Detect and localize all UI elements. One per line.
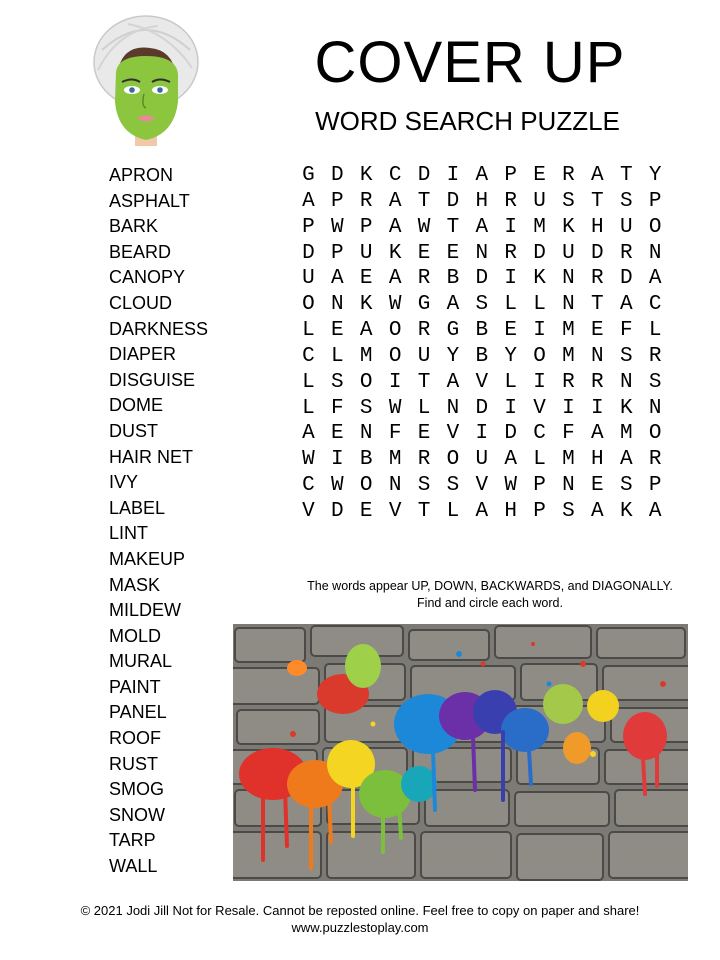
grid-cell[interactable]: T [446,215,460,239]
grid-cell[interactable]: S [619,189,633,213]
grid-cell[interactable]: A [619,293,633,317]
grid-cell[interactable]: M [359,344,373,368]
word-list-item: TARP [109,830,156,851]
grid-cell[interactable]: P [504,164,517,187]
grid-cell[interactable]: E [331,422,344,446]
grid-cell[interactable]: I [504,215,517,239]
grid-cell[interactable]: R [504,241,517,265]
grid-cell[interactable]: R [562,164,575,187]
grid-cell[interactable]: S [417,474,431,498]
grid-cell[interactable]: D [331,499,344,523]
grid-cell[interactable]: A [446,370,460,394]
grid-cell[interactable]: D [302,241,315,265]
grid-cell[interactable]: O [302,293,315,317]
grid-cell[interactable]: U [533,189,546,213]
grid-cell[interactable]: H [591,448,604,472]
grid-cell[interactable]: P [648,474,662,498]
grid-cell[interactable]: P [302,215,315,239]
face-mask-woman-icon [88,10,204,154]
grid-cell[interactable]: D [417,164,431,187]
word-list-item: DUST [109,420,158,441]
grid-cell[interactable]: K [533,267,546,291]
grid-cell[interactable]: V [475,370,489,394]
grid-cell[interactable]: S [446,474,460,498]
grid-cell[interactable]: E [331,319,344,343]
grid-cell[interactable]: P [533,474,546,498]
grid-cell[interactable]: W [388,396,402,420]
grid-cell[interactable]: F [562,422,575,446]
grid-cell[interactable]: S [475,293,489,317]
grid-cell[interactable]: S [562,499,575,523]
grid-cell[interactable]: E [359,499,373,523]
copyright-notice: © 2021 Jodi Jill Not for Resale. Cannot be reposted online. Feel free to copy on paper and share! [80,903,640,918]
grid-cell[interactable]: N [562,474,575,498]
grid-cell[interactable]: B [359,448,373,472]
grid-row [294,266,670,292]
grid-cell[interactable]: A [475,499,489,523]
grid-cell[interactable]: A [302,189,315,213]
grid-cell[interactable]: E [533,164,546,187]
grid-cell[interactable]: N [388,474,402,498]
grid-cell[interactable]: W [331,215,344,239]
word-list-item: DOME [109,395,163,416]
word-list-item: APRON [109,165,174,185]
grid-row [294,163,670,189]
grid-cell[interactable]: L [504,370,517,394]
word-list-item: DISGUISE [109,369,196,390]
word-list-item: IVY [109,472,139,493]
grid-cell[interactable]: P [331,189,344,213]
grid-cell[interactable]: D [446,189,460,213]
grid-cell[interactable]: T [591,293,604,317]
grid-cell[interactable]: I [533,319,546,343]
grid-cell[interactable]: N [446,396,460,420]
grid-cell[interactable]: T [417,499,431,523]
grid-cell[interactable]: H [504,499,517,523]
grid-cell[interactable]: L [504,293,517,317]
grid-cell[interactable]: R [648,448,662,472]
grid-cell[interactable]: S [331,370,344,394]
grid-row [294,241,670,267]
grid-cell[interactable]: I [504,267,517,291]
grid-cell[interactable]: I [446,164,460,187]
grid-cell[interactable]: F [388,422,402,446]
grid-cell[interactable]: A [359,319,373,343]
grid-cell[interactable]: A [619,448,633,472]
grid-cell[interactable]: V [302,499,315,523]
grid-cell[interactable]: A [475,215,489,239]
grid-cell[interactable]: V [533,396,546,420]
grid-cell[interactable]: R [591,370,604,394]
word-list-item: DARKNESS [109,318,209,339]
grid-cell[interactable]: S [619,474,633,498]
grid-cell[interactable]: A [591,164,604,187]
grid-row [294,292,670,318]
word-list-item: CANOPY [109,267,186,288]
page-subtitle: WORD SEARCH PUZZLE [315,106,620,136]
grid-cell[interactable]: W [331,474,344,498]
word-list-item: MOLD [109,625,162,646]
grid-cell[interactable]: V [388,499,402,523]
grid-cell[interactable]: K [619,499,633,523]
grid-cell[interactable]: O [648,215,662,239]
grid-cell[interactable]: I [504,396,517,420]
word-list-item: LABEL [109,497,166,518]
instructions [292,578,688,612]
grid-row [294,499,670,525]
grid-cell[interactable]: C [648,293,662,317]
grid-cell[interactable]: F [619,319,633,343]
grid-cell[interactable]: K [388,241,402,265]
letter-grid [294,163,670,525]
grid-cell[interactable]: H [475,189,489,213]
grid-cell[interactable]: P [359,215,373,239]
grid-cell[interactable]: A [591,499,604,523]
grid-cell[interactable]: T [417,189,431,213]
grid-cell[interactable]: N [562,267,575,291]
grid-cell[interactable]: F [331,396,344,420]
grid-cell[interactable]: N [359,422,373,446]
grid-cell[interactable]: W [504,474,517,498]
grid-cell[interactable]: L [648,319,662,343]
grid-cell[interactable]: I [562,396,575,420]
grid-cell[interactable]: M [562,344,575,368]
grid-cell[interactable]: M [562,319,575,343]
grid-cell[interactable]: D [591,241,604,265]
grid-cell[interactable]: D [504,422,517,446]
grid-cell[interactable]: D [331,164,344,187]
grid-cell[interactable]: A [331,267,344,291]
grid-cell[interactable]: E [446,241,460,265]
grid-cell[interactable]: S [648,370,662,394]
grid-cell[interactable]: W [388,293,402,317]
grid-cell[interactable]: K [619,396,633,420]
grid-cell[interactable]: C [302,474,315,498]
grid-cell[interactable]: L [533,293,546,317]
grid-cell[interactable]: T [591,189,604,213]
grid-cell[interactable]: W [417,215,431,239]
grid-cell[interactable]: I [533,370,546,394]
word-list-item: CLOUD [109,292,173,313]
grid-cell[interactable]: Y [446,344,460,368]
grid-cell[interactable]: U [619,215,633,239]
grid-cell[interactable]: E [591,319,604,343]
word-list-item: MAKEUP [109,548,186,569]
grid-cell[interactable]: U [302,267,315,291]
word-list-item: WALL [109,856,158,877]
word-list-item: DIAPER [109,344,177,365]
grid-cell[interactable]: A [648,267,662,291]
grid-cell[interactable]: B [475,344,489,368]
grid-cell[interactable]: K [359,164,373,187]
grid-cell[interactable]: W [302,448,315,472]
grid-row [294,421,670,447]
grid-cell[interactable]: O [388,319,402,343]
grid-cell[interactable]: R [562,370,575,394]
instructions-line-1: The words appear UP, DOWN, BACKWARDS, and DIAGONALLY. [307,579,673,593]
grid-cell[interactable]: I [591,396,604,420]
instructions-line-2: Find and circle each word. [417,596,563,610]
grid-cell[interactable]: I [388,370,402,394]
grid-cell[interactable]: S [619,344,633,368]
grid-cell[interactable]: N [562,293,575,317]
grid-cell[interactable]: G [302,164,315,187]
grid-cell[interactable]: L [302,319,315,343]
grid-cell[interactable]: A [388,189,402,213]
word-list-item: MURAL [109,651,173,672]
grid-cell[interactable]: D [619,267,633,291]
grid-cell[interactable]: G [446,319,460,343]
grid-cell[interactable]: C [533,422,546,446]
grid-cell[interactable]: R [648,344,662,368]
grid-cell[interactable]: O [359,370,373,394]
grid-cell[interactable]: G [417,293,431,317]
grid-cell[interactable]: I [331,448,344,472]
grid-cell[interactable]: E [417,422,431,446]
word-list-item: SMOG [109,779,165,800]
word-list-item: BEARD [109,241,172,262]
grid-cell[interactable]: E [417,241,431,265]
grid-cell[interactable]: L [331,344,344,368]
grid-row [294,396,670,422]
grid-row [294,344,670,370]
grid-cell[interactable]: A [388,215,402,239]
grid-cell[interactable]: D [475,396,489,420]
grid-cell[interactable]: N [591,344,604,368]
grid-cell[interactable]: K [562,215,575,239]
word-list-item: BARK [109,216,159,237]
word-list-item: PAINT [109,676,161,697]
grid-cell[interactable]: R [591,267,604,291]
grid-cell[interactable]: R [417,448,431,472]
word-list-item: SNOW [109,804,165,825]
grid-cell[interactable]: D [533,241,546,265]
grid-cell[interactable]: M [562,448,575,472]
grid-cell[interactable]: K [359,293,373,317]
grid-cell[interactable]: N [475,241,489,265]
grid-cell[interactable]: S [562,189,575,213]
word-list-item: ROOF [109,728,161,749]
grid-cell[interactable]: O [533,344,546,368]
grid-cell[interactable]: R [417,319,431,343]
grid-row [294,447,670,473]
grid-cell[interactable]: S [359,396,373,420]
grid-cell[interactable]: O [446,448,460,472]
grid-cell[interactable]: P [533,499,546,523]
word-list [109,163,208,880]
word-list-item: ASPHALT [109,190,190,211]
grid-cell[interactable]: N [619,370,633,394]
word-list-item: MASK [109,574,161,595]
grid-cell[interactable]: O [388,344,402,368]
grid-cell[interactable]: A [475,164,489,187]
grid-cell[interactable]: M [388,448,402,472]
grid-cell[interactable]: E [504,319,517,343]
grid-cell[interactable]: R [619,241,633,265]
grid-cell[interactable]: I [475,422,489,446]
grid-cell[interactable]: T [417,370,431,394]
grid-row [294,215,670,241]
grid-cell[interactable]: A [504,448,517,472]
grid-cell[interactable]: L [417,396,431,420]
grid-cell[interactable]: N [648,396,662,420]
word-list-item: RUST [109,753,158,774]
grid-cell[interactable]: A [591,422,604,446]
page-title: COVER UP [314,30,626,95]
word-list-item: PANEL [109,702,167,723]
grid-cell[interactable]: R [359,189,373,213]
grid-cell[interactable]: L [302,370,315,394]
grid-cell[interactable]: A [446,293,460,317]
grid-cell[interactable]: U [417,344,431,368]
grid-row [294,473,670,499]
grid-cell[interactable]: H [591,215,604,239]
grid-cell[interactable]: E [359,267,373,291]
grid-cell[interactable]: N [648,241,662,265]
grid-cell[interactable]: R [504,189,517,213]
grid-cell[interactable]: A [648,499,662,523]
website-link[interactable]: www.puzzlestoplay.com [291,920,429,935]
grid-cell[interactable]: U [359,241,373,265]
grid-cell[interactable]: O [359,474,373,498]
grid-cell[interactable]: O [648,422,662,446]
grid-cell[interactable]: Y [648,164,662,187]
grid-cell[interactable]: L [533,448,546,472]
footer [0,902,720,936]
grid-cell[interactable]: C [388,164,402,187]
grid-cell[interactable]: Y [504,344,517,368]
grid-cell[interactable]: B [446,267,460,291]
grid-cell[interactable]: A [302,422,315,446]
grid-cell[interactable]: P [331,241,344,265]
paint-splatter-image [233,624,688,881]
grid-cell[interactable]: L [446,499,460,523]
word-list-item: MILDEW [109,600,181,621]
grid-cell[interactable]: M [619,422,633,446]
grid-cell[interactable]: U [475,448,489,472]
grid-cell[interactable]: U [562,241,575,265]
grid-cell[interactable]: N [331,293,344,317]
word-list-item: LINT [109,523,149,544]
grid-row [294,189,670,215]
grid-cell[interactable]: T [619,164,633,187]
grid-cell[interactable]: E [591,474,604,498]
word-list-item: HAIR NET [109,446,194,467]
grid-cell[interactable]: V [475,474,489,498]
grid-cell[interactable]: B [475,319,489,343]
grid-cell[interactable]: L [302,396,315,420]
grid-row [294,318,670,344]
grid-cell[interactable]: V [446,422,460,446]
grid-cell[interactable]: P [648,189,662,213]
grid-cell[interactable]: R [417,267,431,291]
grid-cell[interactable]: D [475,267,489,291]
grid-cell[interactable]: C [302,344,315,368]
grid-cell[interactable]: A [388,267,402,291]
grid-cell[interactable]: M [533,215,546,239]
grid-row [294,370,670,396]
